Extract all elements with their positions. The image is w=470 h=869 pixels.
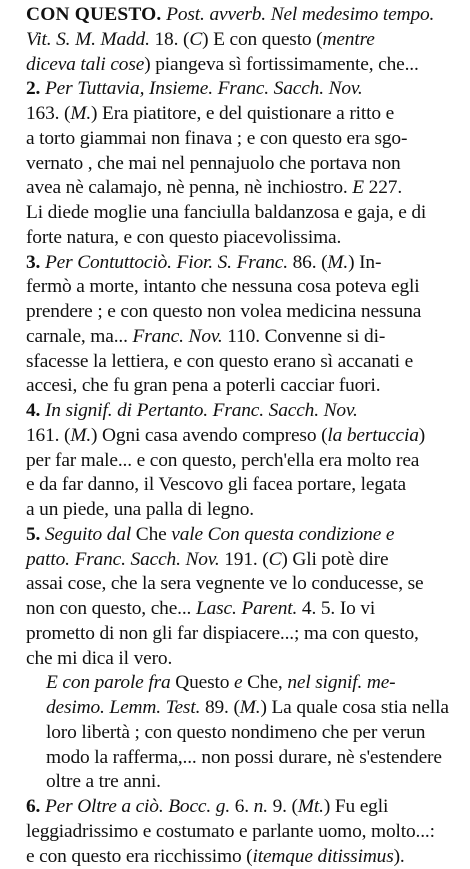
text-line: prendere ; e con questo non volea medicina nessuna xyxy=(4,300,466,325)
text-line: sfacesse la lettiera, e con questo erano sì accanati e xyxy=(4,350,466,375)
text-line: 5. Seguito dal Che vale Con questa condizione e xyxy=(4,523,466,548)
entry-sense xyxy=(4,399,466,523)
text-line: vernato , che mai nel pennajuolo che portava non xyxy=(4,152,466,177)
text-line: fermò a morte, intanto che nessuna cosa poteva egli xyxy=(4,275,466,300)
entry-sense xyxy=(4,251,466,400)
text-line: modo la rafferma,... non possi durare, nè s'estendere xyxy=(4,746,466,771)
text-line: 163. (M.) Era piatitore, e del quistionare a ritto e xyxy=(4,102,466,127)
sense-number: 6. xyxy=(26,796,40,817)
text-line: 3. Per Contuttociò. Fior. S. Franc. 86. (M.) In- xyxy=(4,251,466,276)
text-line: a un piede, una palla di legno. xyxy=(4,498,466,523)
entry-subsense xyxy=(4,671,466,795)
text-line: 4. In signif. di Pertanto. Franc. Sacch. Nov. xyxy=(4,399,466,424)
text-line: prometto di non gli far dispiacere...; ma con questo, xyxy=(4,622,466,647)
sense-number: 3. xyxy=(26,252,40,273)
text-line: 161. (M.) Ogni casa avendo compreso (la bertuccia) xyxy=(4,424,466,449)
entry-sense xyxy=(4,523,466,672)
text-line: forte natura, e con questo piacevolissima. xyxy=(4,226,466,251)
entry-definition xyxy=(4,3,466,77)
text-line: diceva tali cose) piangeva sì fortissimamente, che... xyxy=(4,53,466,78)
text-line: avea nè calamajo, nè penna, nè inchiostro. E 227. xyxy=(4,176,466,201)
text-line: leggiadrissimo e costumato e parlante uomo, molto...: xyxy=(4,820,466,845)
text-line: carnale, ma... Franc. Nov. 110. Convenne si di- xyxy=(4,325,466,350)
dictionary-entry xyxy=(4,3,466,869)
entry-sense xyxy=(4,77,466,250)
text-line: assai cose, che la sera vegnente ve lo conducesse, se xyxy=(4,572,466,597)
headword: CON QUESTO. xyxy=(26,4,161,25)
text-line: Vit. S. M. Madd. 18. (C) E con questo (mentre xyxy=(4,28,466,53)
sense-number: 5. xyxy=(26,524,40,545)
text-line: oltre a tre anni. xyxy=(4,770,466,795)
text-line: CON QUESTO. Post. avverb. Nel medesimo tempo. xyxy=(4,3,466,28)
text-line: 2. Per Tuttavia, Insieme. Franc. Sacch. Nov. xyxy=(4,77,466,102)
text-line: desimo. Lemm. Test. 89. (M.) La quale cosa stia nella xyxy=(4,696,466,721)
text-line: Li diede moglie una fanciulla baldanzosa e gaja, e di xyxy=(4,201,466,226)
text-line: per far male... e con questo, perch'ella era molto rea xyxy=(4,449,466,474)
text-line: loro libertà ; con questo nondimeno che per verun xyxy=(4,721,466,746)
text-line: patto. Franc. Sacch. Nov. 191. (C) Gli potè dire xyxy=(4,548,466,573)
entry-sense xyxy=(4,795,466,869)
text-line: non con questo, che... Lasc. Parent. 4. 5. Io vi xyxy=(4,597,466,622)
text-line: e da far danno, il Vescovo gli facea portare, legata xyxy=(4,473,466,498)
sense-number: 2. xyxy=(26,78,40,99)
sense-number: 4. xyxy=(26,400,40,421)
text-line: 6. Per Oltre a ciò. Bocc. g. 6. n. 9. (Mt.) Fu egli xyxy=(4,795,466,820)
text-line: accesi, che fu gran pena a poterli cacciar fuori. xyxy=(4,374,466,399)
text-line: e con questo era ricchissimo (itemque ditissimus). xyxy=(4,845,466,869)
text-line: che mi dica il vero. xyxy=(4,647,466,672)
text-line: E con parole fra Questo e Che, nel signif. me- xyxy=(4,671,466,696)
text-line: a torto giammai non finava ; e con questo era sgo- xyxy=(4,127,466,152)
